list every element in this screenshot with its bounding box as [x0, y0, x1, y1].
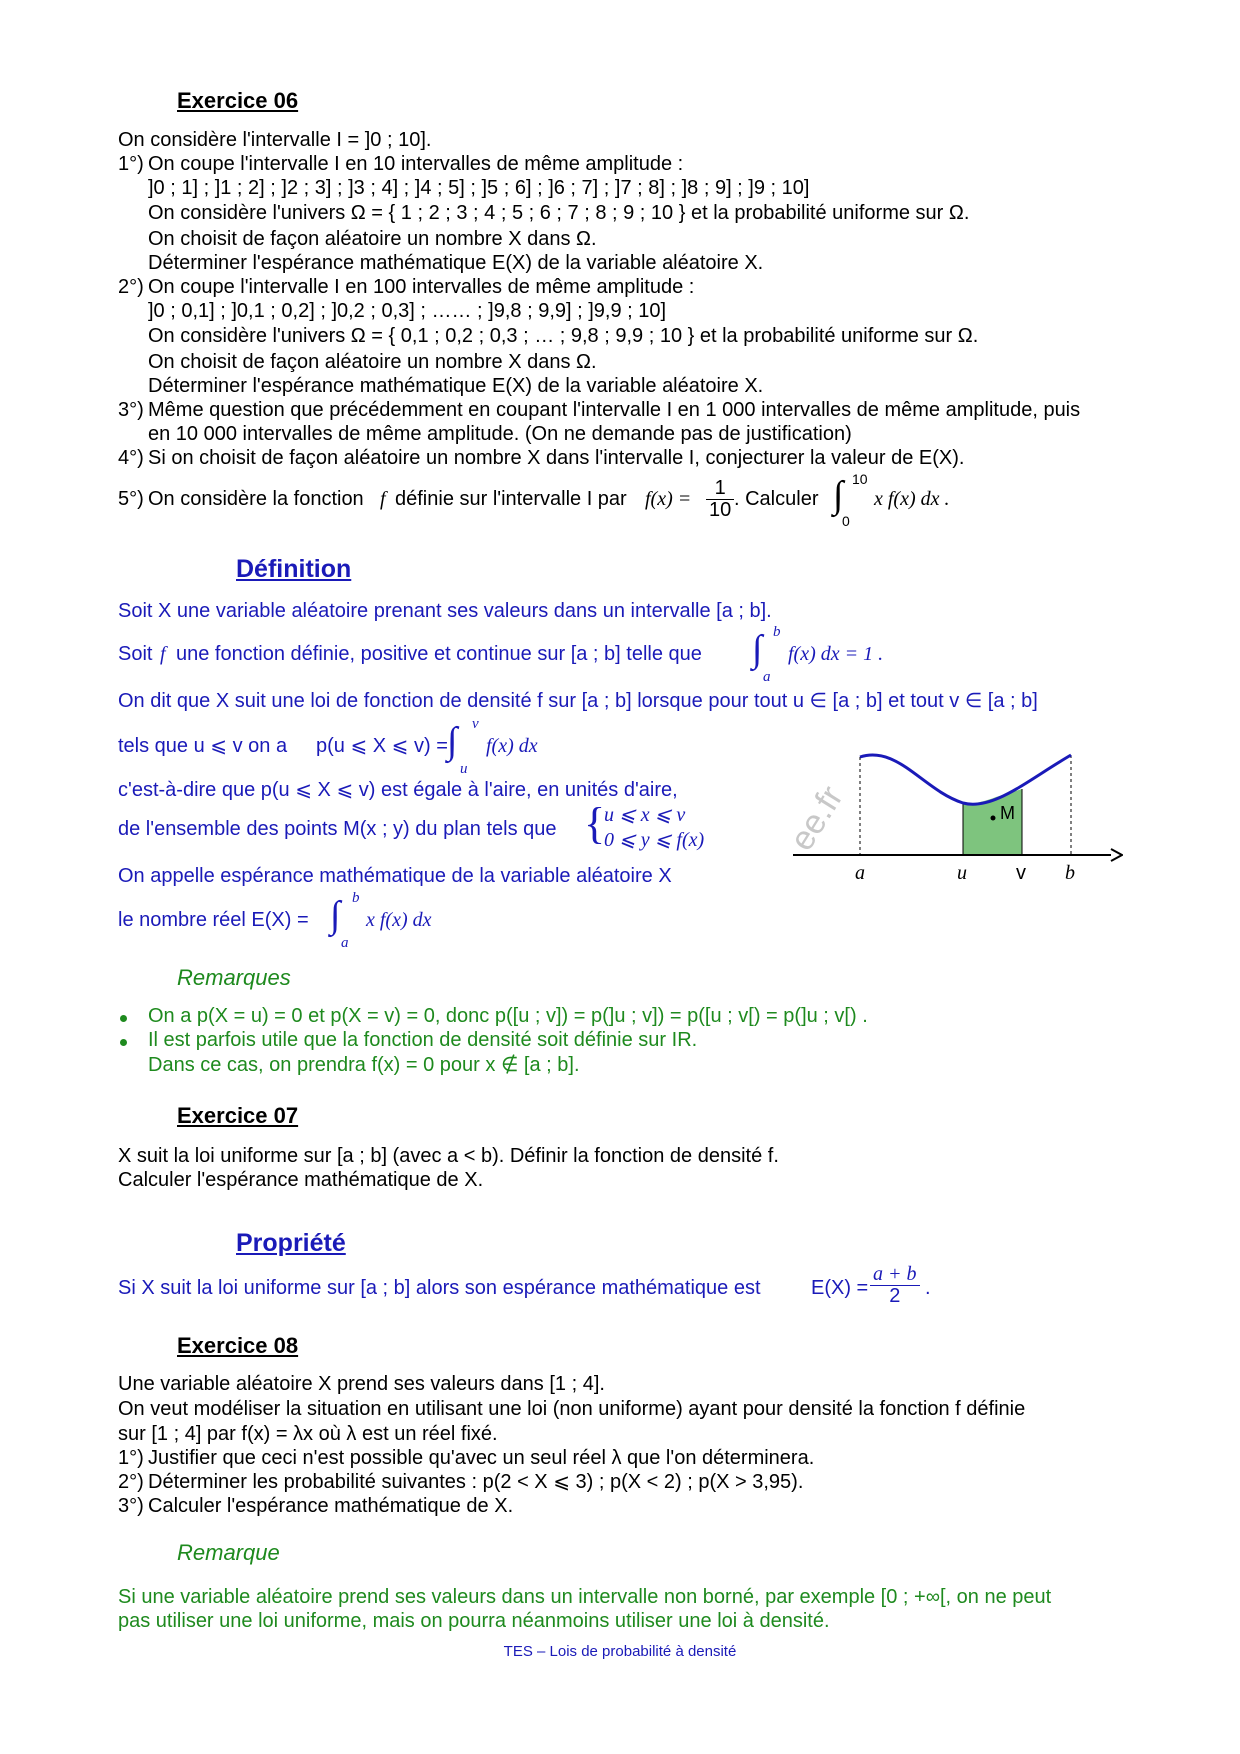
definition-system-line-2: 0 ⩽ y ⩽ f(x)	[604, 829, 705, 851]
remarques-title: Remarques	[177, 965, 291, 990]
definition-line-1: Soit X une variable aléatoire prenant ses valeurs dans un intervalle [a ; b].	[118, 600, 772, 622]
ex08-q2-label: 2°)	[118, 1471, 144, 1493]
definition-line-2-integral-sign: ∫	[752, 628, 763, 670]
ex06-q2-text: On coupe l'intervalle I en 100 intervalles de même amplitude :	[148, 276, 695, 298]
ex06-q5-text-b: définie sur l'intervalle I par	[395, 488, 627, 510]
ex06-q5-num: 1	[706, 478, 734, 500]
ex08-q3-label: 3°)	[118, 1495, 144, 1517]
label-v: v	[1016, 862, 1026, 884]
ex06-q4-text: Si on choisit de façon aléatoire un nombre X dans l'intervalle I, conjecturer la valeur de E(X).	[148, 447, 965, 469]
propriete-title: Propriété	[236, 1229, 346, 1257]
remarques-bullet-2-text: Il est parfois utile que la fonction de densité soit définie sur IR.	[148, 1029, 698, 1051]
ex06-q5-fx: f(x) =	[645, 488, 692, 510]
ex08-q3-text: Calculer l'espérance mathématique de X.	[148, 1495, 514, 1517]
definition-line-4-integrand: f(x) dx	[486, 735, 538, 757]
ex06-q5-int-bot: 0	[842, 513, 850, 529]
remarques-bullet-1-text: On a p(X = u) = 0 et p(X = v) = 0, donc p([u ; v]) = p(]u ; v]) = p([u ; v[) = p(]u ; v[) .	[148, 1005, 868, 1027]
propriete-den: 2	[889, 1285, 901, 1307]
remarques-bullet-2-continuation: Dans ce cas, on prendra f(x) = 0 pour x ∉ [a ; b].	[148, 1054, 580, 1076]
definition-system-line-1: u ⩽ x ⩽ v	[604, 804, 686, 826]
ex06-q3-line1: Même question que précédemment en coupant l'intervalle I en 1 000 intervalles de même amplitude, puis	[148, 399, 1081, 421]
watermark: ee.fr	[782, 779, 851, 858]
definition-line-8-bot: a	[341, 935, 349, 951]
definition-line-2-top: b	[773, 624, 781, 640]
definition-line-8-top: b	[352, 890, 360, 906]
label-a: a	[855, 862, 865, 884]
ex08-q2-text: Déterminer les probabilité suivantes : p(2 < X ⩽ 3) ; p(X < 2) ; p(X > 3,95).	[148, 1471, 804, 1493]
ex06-q1-determiner: Déterminer l'espérance mathématique E(X) de la variable aléatoire X.	[148, 252, 764, 274]
definition-line-2-integrand: f(x) dx = 1 .	[788, 643, 884, 665]
definition-line-2-bot: a	[763, 669, 771, 685]
definition-line-4a: tels que u ⩽ v on a	[118, 735, 288, 757]
ex06-q1-choix: On choisit de façon aléatoire un nombre X dans Ω.	[148, 228, 597, 250]
ex06-q5-integrand: x f(x) dx .	[874, 488, 950, 510]
density-curve	[860, 755, 1071, 804]
ex06-q5-int-top: 10	[852, 471, 868, 487]
ex08-line-1: Une variable aléatoire X prend ses valeurs dans [1 ; 4].	[118, 1373, 605, 1395]
propriete-num: a + b	[870, 1264, 920, 1286]
exercice-06-title: Exercice 06	[177, 88, 299, 113]
definition-title: Définition	[236, 555, 352, 583]
definition-line-8-integrand: x f(x) dx	[366, 909, 432, 931]
definition-system-brace: {	[584, 799, 606, 848]
ex06-q1-text: On coupe l'intervalle I en 10 intervalles de même amplitude :	[148, 153, 684, 175]
ex08-q1-text: Justifier que ceci n'est possible qu'avec un seul réel λ que l'on déterminera.	[148, 1447, 815, 1469]
definition-line-8a: le nombre réel E(X) =	[118, 909, 309, 931]
ex06-q5-fraction	[706, 478, 734, 521]
label-u: u	[957, 862, 967, 884]
ex07-line-2: Calculer l'espérance mathématique de X.	[118, 1169, 484, 1191]
x-axis-arrow	[1111, 849, 1122, 861]
definition-line-2b: une fonction définie, positive et continue sur [a ; b] telle que	[176, 643, 702, 665]
ex06-q1-intervals: ]0 ; 1] ; ]1 ; 2] ; ]2 ; 3] ; ]3 ; 4] ; ]4 ; 5] ; ]5 ; 6] ; ]6 ; 7] ; ]7 ; 8] ; ]8 ; 9] ; ]9 ; 10]	[148, 177, 810, 199]
propriete-ex: E(X) =	[811, 1277, 869, 1299]
propriete-end: .	[925, 1277, 931, 1299]
ex06-q1-label: 1°)	[118, 153, 144, 175]
ex06-q2-determiner: Déterminer l'espérance mathématique E(X) de la variable aléatoire X.	[148, 375, 764, 397]
ex08-line-2: On veut modéliser la situation en utilisant une loi (non uniforme) ayant pour densité la fonction f définie	[118, 1398, 1026, 1420]
propriete-fraction	[870, 1264, 920, 1307]
propriete-line-1: Si X suit la loi uniforme sur [a ; b] alors son espérance mathématique est	[118, 1277, 761, 1299]
ex06-q2-choix: On choisit de façon aléatoire un nombre X dans Ω.	[148, 351, 597, 373]
page-footer: TES – Lois de probabilité à densité	[503, 1643, 737, 1660]
ex06-q5-integral-sign: ∫	[833, 474, 844, 516]
remarques-bullet-2	[120, 1039, 127, 1046]
definition-line-8-integral-sign: ∫	[330, 894, 341, 936]
definition-line-2a: Soit	[118, 643, 153, 665]
definition-line-4b: p(u ⩽ X ⩽ v) =	[316, 735, 448, 757]
remarque-title: Remarque	[177, 1540, 280, 1565]
definition-line-3: On dit que X suit une loi de fonction de densité f sur [a ; b] lorsque pour tout u ∈ [a ; b] et tout v ∈ [a ; b]	[118, 690, 1038, 712]
label-M: M	[1000, 803, 1015, 823]
ex06-q3-label: 3°)	[118, 399, 144, 421]
ex06-q5-den: 10	[709, 499, 732, 521]
remarque-line-1: Si une variable aléatoire prend ses valeurs dans un intervalle non borné, par exemple [0 ; +∞[, on ne peut	[118, 1586, 1052, 1608]
ex07-line-1: X suit la loi uniforme sur [a ; b] (avec a < b). Définir la fonction de densité f.	[118, 1145, 779, 1167]
ex06-q5-label: 5°)	[118, 488, 144, 510]
ex06-q2-intervals: ]0 ; 0,1] ; ]0,1 ; 0,2] ; ]0,2 ; 0,3] ; …… ; ]9,8 ; 9,9] ; ]9,9 ; 10]	[148, 300, 667, 322]
exercice-08-title: Exercice 08	[177, 1333, 299, 1358]
remarques-bullet-1	[120, 1015, 127, 1022]
ex06-q4-label: 4°)	[118, 447, 144, 469]
definition-line-4-bot: u	[460, 761, 468, 777]
definition-line-2-f: f	[160, 643, 166, 665]
ex06-q1-univers: On considère l'univers Ω = { 1 ; 2 ; 3 ; 4 ; 5 ; 6 ; 7 ; 8 ; 9 ; 10 } et la probabilité uniforme sur Ω.	[148, 202, 970, 224]
ex06-intro: On considère l'intervalle I = ]0 ; 10].	[118, 129, 432, 151]
point-M	[991, 816, 996, 821]
density-figure	[778, 745, 1123, 885]
definition-line-4-integral-sign: ∫	[447, 720, 458, 762]
ex06-q2-univers: On considère l'univers Ω = { 0,1 ; 0,2 ; 0,3 ; … ; 9,8 ; 9,9 ; 10 } et la probabilité uniforme sur Ω.	[148, 325, 979, 347]
ex06-q5-f: f	[380, 488, 386, 510]
ex06-q5-text-c: . Calculer	[734, 488, 819, 510]
label-b: b	[1065, 862, 1075, 884]
remarque-line-2: pas utiliser une loi uniforme, mais on pourra néanmoins utiliser une loi à densité.	[118, 1610, 830, 1632]
ex06-q3-line2: en 10 000 intervalles de même amplitude. (On ne demande pas de justification)	[148, 423, 852, 445]
definition-line-7: On appelle espérance mathématique de la variable aléatoire X	[118, 865, 672, 887]
ex06-q2-label: 2°)	[118, 276, 144, 298]
definition-line-4-top: v	[472, 716, 479, 732]
ex06-q5-text-a: On considère la fonction	[148, 488, 364, 510]
exercice-07-title: Exercice 07	[177, 1103, 299, 1128]
ex08-q1-label: 1°)	[118, 1447, 144, 1469]
ex08-line-3: sur [1 ; 4] par f(x) = λx où λ est un réel fixé.	[118, 1423, 498, 1445]
definition-line-6: de l'ensemble des points M(x ; y) du plan tels que	[118, 818, 557, 840]
definition-line-5: c'est-à-dire que p(u ⩽ X ⩽ v) est égale à l'aire, en unités d'aire,	[118, 779, 678, 801]
